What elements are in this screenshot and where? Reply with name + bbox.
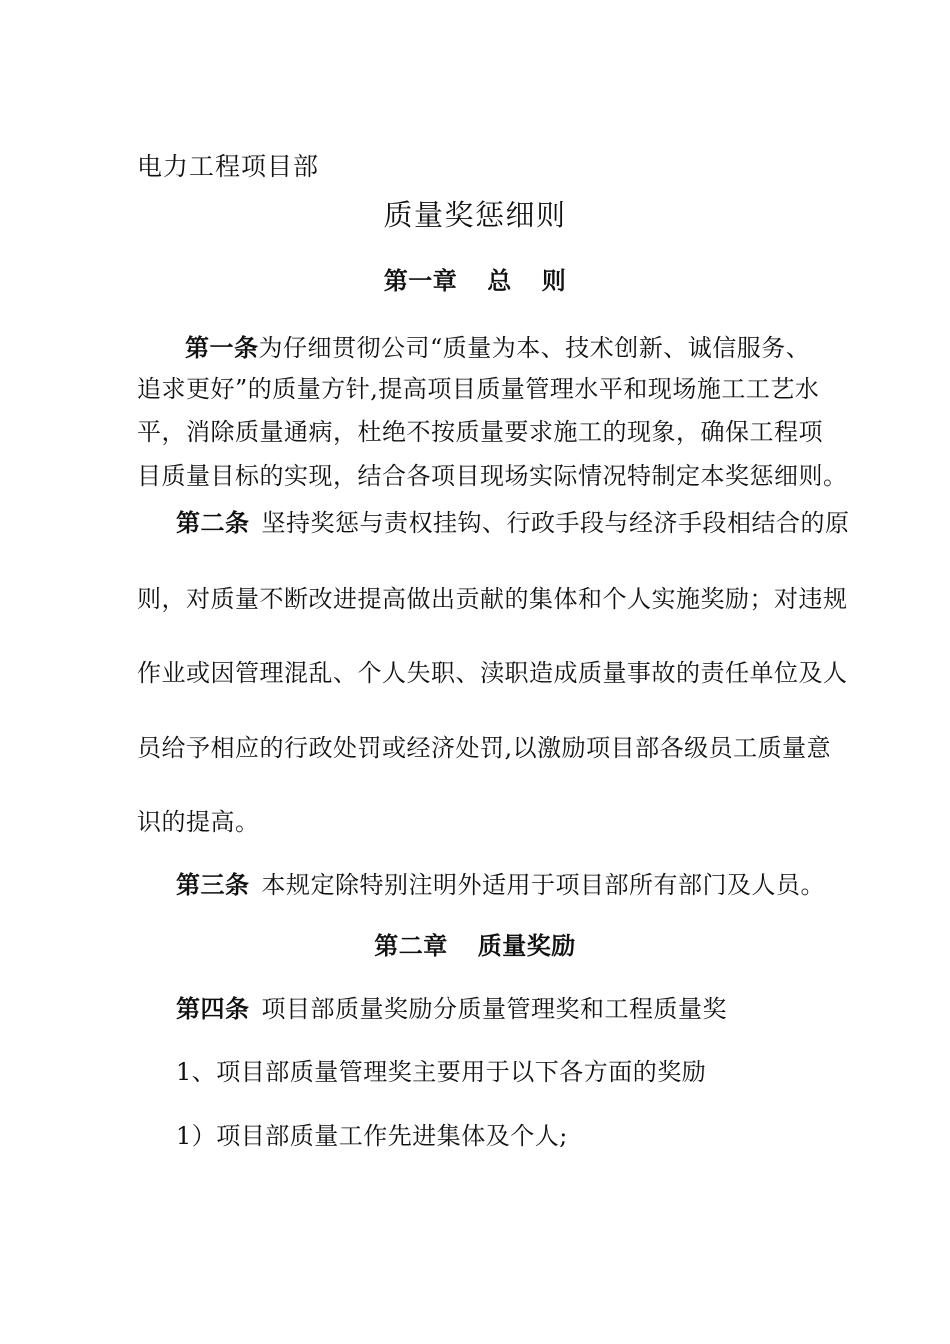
article-2-line-3: 作业或因管理混乱、个人失职、渎职造成质量事故的责任单位及人: [137, 659, 848, 687]
article-1-line-3: 平，消除质量通病，杜绝不按质量要求施工的现象，确保工程项: [137, 418, 823, 446]
article-4-line: [176, 994, 727, 1024]
article-2-line-1: [176, 508, 850, 538]
chapter-2-number: 第二章: [374, 932, 448, 960]
list-item-2: 1）项目部质量工作先进集体及个人;: [176, 1122, 568, 1150]
chapter-1-heading: [0, 266, 950, 296]
chapter-2-heading: [0, 931, 950, 961]
article-2-text-1: 坚持奖惩与责权挂钩、行政手段与经济手段相结合的原: [261, 509, 850, 537]
article-1-text-1: 为仔细贯彻公司“质量为本、技术创新、诚信服务、: [258, 334, 811, 362]
document-title: 质量奖惩细则: [383, 198, 567, 232]
article-1-label: 第一条: [185, 334, 259, 362]
chapter-1-name-part2: 则: [541, 267, 567, 295]
chapter-1-number: 第一章: [383, 267, 458, 295]
article-2-line-5: 识的提高。: [137, 808, 260, 836]
article-2-line-2: 则，对质量不断改进提高做出贡献的集体和个人实施奖励；对违规: [137, 585, 848, 613]
list-item-1: 1、项目部质量管理奖主要用于以下各方面的奖励: [176, 1058, 707, 1086]
article-3-line: [176, 870, 825, 900]
article-1-line-1: [185, 333, 810, 363]
article-3-text: 本规定除特别注明外适用于项目部所有部门及人员。: [261, 871, 825, 899]
article-3-label: 第三条: [176, 871, 250, 899]
article-4-label: 第四条: [176, 995, 250, 1023]
article-1-line-4: 目质量目标的实现，结合各项目现场实际情况特制定本奖惩细则。: [137, 462, 848, 490]
chapter-1-name-part1: 总: [487, 267, 512, 295]
chapter-2-name: 质量奖励: [477, 932, 576, 960]
article-2-line-4: 员给予相应的行政处罚或经济处罚,以激励项目部各级员工质量意: [137, 734, 832, 762]
article-4-text: 项目部质量奖励分质量管理奖和工程质量奖: [261, 995, 727, 1023]
article-1-line-2: 追求更好”的质量方针,提高项目质量管理水平和现场施工工艺水: [137, 375, 820, 403]
article-2-label: 第二条: [176, 509, 250, 537]
department-name: 电力工程项目部: [137, 152, 320, 181]
